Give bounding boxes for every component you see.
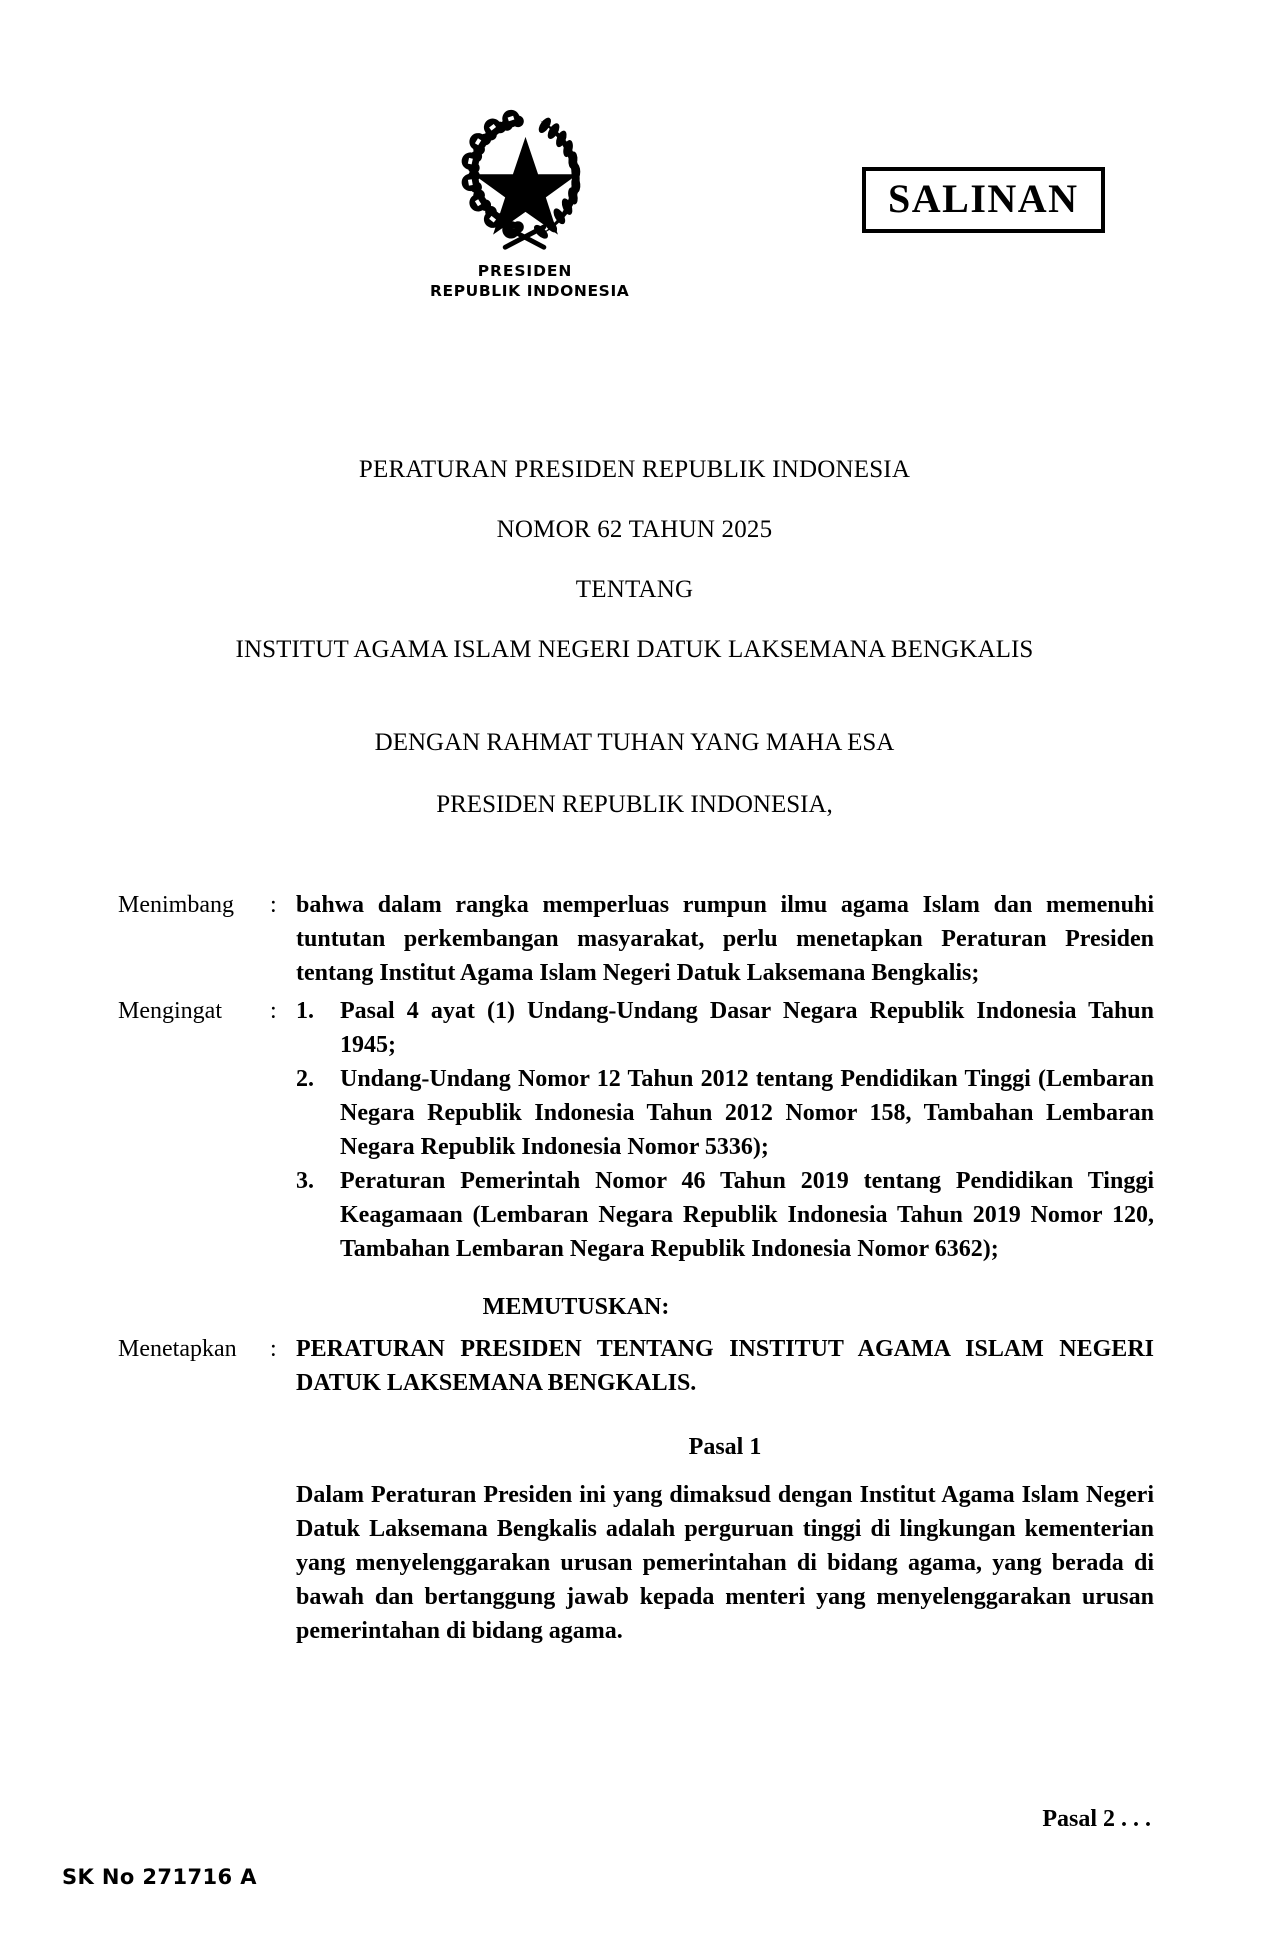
article-body: Dalam Peraturan Presiden ini yang dimaksud dengan Institut Agama Islam Negeri Datuk Laksemana Bengkalis adalah perguruan tinggi di lingkungan kementerian yang menyelenggarakan urusan pemerintahan di bidang agama, yang berada di bawah dan bertanggung jawab kepada menteri yang menyelenggarakan urusan pemerintahan di bidang agama. bbox=[296, 1482, 1154, 1644]
list-item bbox=[296, 994, 1154, 1062]
sk-number: SK No 271716 A bbox=[62, 1865, 257, 1889]
president-signatory-line: PRESIDEN REPUBLIK INDONESIA, bbox=[436, 791, 833, 818]
regulation-number-title: NOMOR 62 TAHUN 2025 bbox=[496, 516, 773, 543]
clause-menimbang bbox=[118, 888, 1154, 990]
clause-mengingat bbox=[118, 994, 1154, 1266]
presidential-emblem-block bbox=[430, 105, 630, 301]
list-item bbox=[296, 1164, 1154, 1266]
article-heading: Pasal 1 bbox=[688, 1434, 762, 1460]
clause-menetapkan bbox=[118, 1332, 1154, 1400]
document-header bbox=[0, 105, 1269, 355]
memutuskan-heading: MEMUTUSKAN: bbox=[482, 1294, 670, 1320]
emblem-caption bbox=[430, 261, 630, 301]
document-body bbox=[118, 888, 1154, 1648]
salinan-stamp-box bbox=[862, 167, 1105, 233]
salinan-stamp-text: SALINAN bbox=[888, 176, 1079, 221]
continuation-note: Pasal 2 . . . bbox=[1042, 1806, 1151, 1832]
emblem-caption-line-2: REPUBLIK INDONESIA bbox=[430, 282, 630, 300]
menetapkan-colon: : bbox=[270, 1336, 277, 1362]
list-item-number: 1. bbox=[296, 998, 314, 1024]
emblem-caption-line-1: PRESIDEN bbox=[477, 262, 573, 280]
menimbang-text: bahwa dalam rangka memperluas rumpun ilmu agama Islam dan memenuhi tuntutan perkembangan masyarakat, perlu menetapkan Peraturan Presiden tentang Institut Agama Islam Negeri Datuk Laksemana Bengkalis; bbox=[296, 892, 1154, 986]
mengingat-colon: : bbox=[270, 998, 277, 1024]
list-item-number: 2. bbox=[296, 1066, 314, 1092]
list-item bbox=[296, 1062, 1154, 1164]
about-label: TENTANG bbox=[575, 576, 694, 603]
document-title-block bbox=[0, 455, 1269, 665]
regulation-subject-title: INSTITUT AGAMA ISLAM NEGERI DATUK LAKSEMANA BENGKALIS bbox=[235, 636, 1034, 663]
invocation-block bbox=[0, 728, 1269, 820]
mengingat-list bbox=[296, 994, 1154, 1266]
menimbang-label: Menimbang bbox=[118, 892, 234, 918]
list-item-text: Undang-Undang Nomor 12 Tahun 2012 tentang Pendidikan Tinggi (Lembaran Negara Republik Indonesia Tahun 2012 Nomor 158, Tambahan Lembaran Negara Republik Indonesia Nomor 5336); bbox=[340, 1066, 1154, 1160]
menetapkan-text: PERATURAN PRESIDEN TENTANG INSTITUT AGAMA ISLAM NEGERI DATUK LAKSEMANA BENGKALIS. bbox=[296, 1336, 1154, 1396]
list-item-number: 3. bbox=[296, 1168, 314, 1194]
indonesian-presidential-seal-icon bbox=[443, 105, 608, 255]
list-item-text: Pasal 4 ayat (1) Undang-Undang Dasar Negara Republik Indonesia Tahun 1945; bbox=[340, 998, 1154, 1058]
regulation-type-title: PERATURAN PRESIDEN REPUBLIK INDONESIA bbox=[358, 456, 911, 483]
menetapkan-label: Menetapkan bbox=[118, 1336, 237, 1362]
list-item-text: Peraturan Pemerintah Nomor 46 Tahun 2019 tentang Pendidikan Tinggi Keagamaan (Lembaran Negara Republik Indonesia Tahun 2019 Nomor 120, Tambahan Lembaran Negara Republik Indonesia Nomor 6362); bbox=[340, 1168, 1154, 1262]
menimbang-colon: : bbox=[270, 892, 277, 918]
divine-invocation-line: DENGAN RAHMAT TUHAN YANG MAHA ESA bbox=[374, 729, 895, 756]
mengingat-label: Mengingat bbox=[118, 998, 222, 1024]
